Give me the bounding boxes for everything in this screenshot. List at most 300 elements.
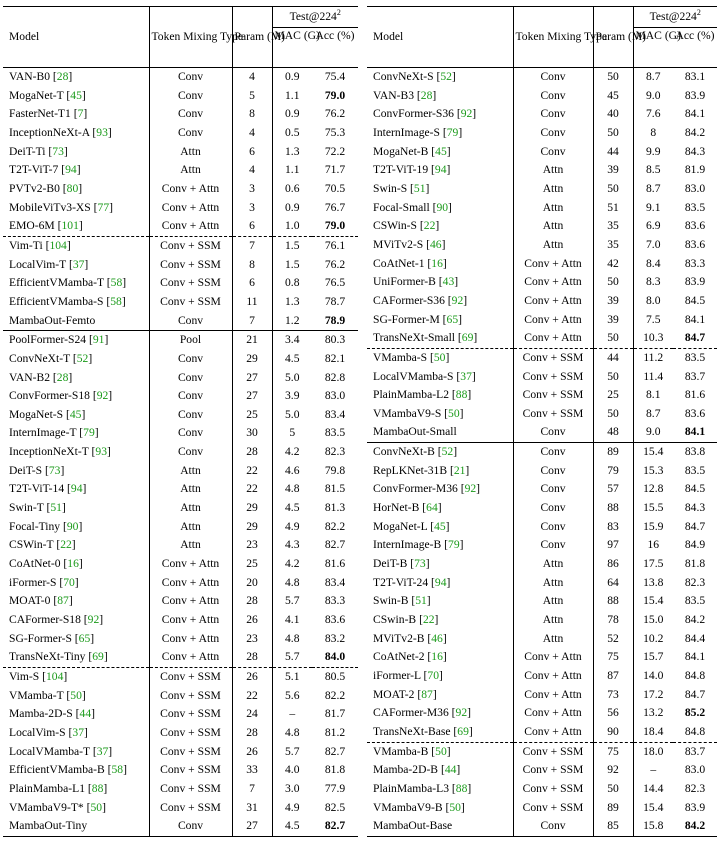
mac-cell: 4.8 <box>285 575 300 589</box>
model-name-cell <box>367 480 513 499</box>
table-row <box>367 329 717 348</box>
mac-cell: 10.3 <box>643 331 664 345</box>
model-name: MViTv2-B <box>373 631 425 645</box>
param-cell: 75 <box>593 742 633 761</box>
acc-value: 82.2 <box>324 688 346 702</box>
model-name-cell <box>367 742 513 761</box>
param-cell: 26 <box>232 611 272 630</box>
citation-ref: 51 <box>413 181 426 195</box>
table-row <box>367 704 717 723</box>
acc-value: 80.3 <box>324 333 346 347</box>
table-row <box>3 705 358 724</box>
token-mixing-cell: Conv <box>513 68 593 87</box>
model-name-cell <box>367 648 513 667</box>
citation: [79] <box>439 125 463 139</box>
model-name-cell <box>367 499 513 518</box>
citation: [44] <box>72 707 95 721</box>
citation-ref: 93 <box>95 445 107 459</box>
citation: [69] <box>455 331 478 345</box>
citation: [16] <box>424 650 447 664</box>
table-row <box>3 105 358 124</box>
acc-value: 78.7 <box>324 294 346 308</box>
mac-cell: 4.9 <box>285 519 300 533</box>
table-row <box>3 350 358 369</box>
mac-cell: 11.4 <box>643 369 664 383</box>
model-name: VAN-B0 <box>9 70 51 83</box>
mac-cell: 8.4 <box>646 256 661 270</box>
token-mixing-cell: Conv <box>513 105 593 124</box>
table-row <box>367 799 717 818</box>
citation: [73] <box>407 557 430 571</box>
model-name-cell <box>367 105 513 124</box>
model-name-cell <box>3 217 149 236</box>
table-row <box>3 312 358 331</box>
citation: [50] <box>442 800 465 814</box>
param-cell: 23 <box>232 536 272 555</box>
mac-cell: 15.4 <box>633 443 673 462</box>
acc-cell <box>312 761 358 780</box>
token-mixing-cell: Attn <box>149 462 232 481</box>
token-mixing-cell: Conv <box>149 312 232 331</box>
token-mixing-cell: Pool <box>149 331 232 350</box>
model-name: EfficientVMamba-S <box>9 294 104 308</box>
acc-cell <box>673 368 717 387</box>
mac-cell: 17.5 <box>643 557 664 571</box>
model-name: MambaOut-Tiny <box>9 819 88 833</box>
citation: [51] <box>407 181 430 195</box>
param-cell: 27 <box>232 817 272 836</box>
token-mixing-cell: Conv <box>149 817 232 836</box>
acc-cell <box>673 329 717 348</box>
acc-value: 76.1 <box>324 238 346 252</box>
token-mixing-cell: Conv + SSM <box>149 256 232 275</box>
citation-ref: 21 <box>453 463 466 477</box>
param-cell: 57 <box>593 480 633 499</box>
acc-value: 84.3 <box>684 501 706 515</box>
mac-cell: 1.1 <box>285 88 300 102</box>
acc-cell <box>673 236 717 255</box>
acc-value: 84.1 <box>684 425 706 439</box>
model-name: DeiT-B <box>373 557 408 571</box>
model-name: T2T-ViT-7 <box>9 163 59 177</box>
model-name: MViTv2-S <box>373 237 424 251</box>
model-name-cell <box>3 143 149 162</box>
acc-cell <box>312 743 358 762</box>
token-mixing-cell: Conv <box>149 369 232 388</box>
acc-cell <box>673 462 717 481</box>
model-name: T2T-ViT-14 <box>9 482 65 496</box>
model-name-cell <box>3 462 149 481</box>
model-name-cell <box>3 256 149 275</box>
table-row <box>367 273 717 292</box>
acc-value: 83.2 <box>324 631 346 645</box>
table-row <box>367 611 717 630</box>
model-name: SG-Former-S <box>9 631 72 645</box>
model-name: iFormer-L <box>373 669 421 682</box>
model-name-cell <box>3 350 149 369</box>
mac-cell: 15.5 <box>643 501 664 515</box>
acc-cell <box>673 817 717 836</box>
param-cell: 4 <box>232 124 272 143</box>
token-mixing-cell: Conv + SSM <box>513 368 593 387</box>
acc-cell <box>312 611 358 630</box>
acc-value: 81.7 <box>324 707 346 721</box>
param-cell: 28 <box>232 443 272 462</box>
acc-cell <box>673 574 717 593</box>
acc-cell <box>312 274 358 293</box>
param-cell: 24 <box>232 705 272 724</box>
citation-ref: 73 <box>52 144 64 158</box>
right-results-table <box>367 6 717 837</box>
token-mixing-cell: Conv <box>149 87 232 106</box>
acc-value: 84.8 <box>684 724 706 738</box>
table-row <box>367 423 717 442</box>
model-name-cell <box>3 687 149 706</box>
acc-cell <box>312 536 358 555</box>
token-mixing-cell: Conv + SSM <box>513 780 593 799</box>
token-mixing-cell: Conv + SSM <box>513 348 593 367</box>
mac-cell: 0.9 <box>285 200 300 214</box>
model-name: PVTv2-B0 <box>9 181 60 195</box>
citation: [69] <box>450 724 473 738</box>
citation-ref: 79 <box>83 426 95 440</box>
acc-value: 83.9 <box>684 275 706 289</box>
param-cell: 85 <box>593 817 633 836</box>
token-mixing-cell: Conv <box>513 443 593 462</box>
citation-ref: 22 <box>422 613 435 627</box>
model-name-cell <box>3 387 149 406</box>
acc-header: Acc (%) <box>675 29 715 42</box>
acc-value: 81.6 <box>324 557 346 571</box>
citation: [16] <box>424 256 447 270</box>
acc-cell <box>673 780 717 799</box>
table-row <box>367 255 717 274</box>
table-row <box>3 480 358 499</box>
acc-cell <box>673 143 717 162</box>
mac-cell: 8.7 <box>646 181 661 195</box>
acc-cell <box>673 161 717 180</box>
token-mixing-cell: Conv + SSM <box>149 799 232 818</box>
acc-cell <box>312 105 358 124</box>
acc-cell <box>673 499 717 518</box>
param-cell: 20 <box>232 574 272 593</box>
mac-cell: 7.0 <box>646 237 661 251</box>
acc-cell <box>312 369 358 388</box>
table-row <box>367 68 717 87</box>
token-mixing-cell: Conv + Attn <box>513 329 593 348</box>
token-mixing-cell: Conv <box>513 518 593 537</box>
citation: [88] <box>85 781 108 795</box>
model-name-cell <box>3 724 149 743</box>
model-name-cell <box>3 480 149 499</box>
token-mixing-cell: Attn <box>513 592 593 611</box>
token-mixing-cell: Conv + Attn <box>513 723 593 742</box>
param-cell: 50 <box>593 780 633 799</box>
acc-cell <box>312 648 358 667</box>
model-name: ConvNeXt-T <box>9 351 70 365</box>
model-name: EfficientVMamba-B <box>9 763 105 777</box>
model-name-cell <box>3 87 149 106</box>
citation-ref: 46 <box>429 237 442 251</box>
acc-cell <box>312 705 358 724</box>
citation-ref: 73 <box>414 557 426 571</box>
model-name: InternImage-B <box>373 538 442 552</box>
mac-cell: 18.4 <box>643 724 664 738</box>
acc-value: 82.2 <box>324 519 346 533</box>
model-name: MogaNet-B <box>373 144 429 158</box>
model-name: PlainMamba-L2 <box>373 388 449 402</box>
citation: [22] <box>53 538 76 552</box>
acc-cell <box>673 555 717 574</box>
model-name-cell <box>3 199 149 218</box>
acc-cell <box>312 87 358 106</box>
acc-value: 83.6 <box>324 613 346 627</box>
citation-ref: 69 <box>457 724 469 738</box>
citation: [88] <box>449 388 472 402</box>
table-row <box>367 536 717 555</box>
mac-cell: 4.0 <box>285 763 300 777</box>
token-mixing-cell: Conv <box>513 817 593 836</box>
acc-cell <box>673 518 717 537</box>
model-name: iFormer-S <box>9 575 57 589</box>
citation-ref: 92 <box>96 389 109 403</box>
citation: [16] <box>60 557 83 571</box>
citation: [92] <box>453 107 477 121</box>
model-name-cell <box>367 574 513 593</box>
token-mixing-cell: Conv + Attn <box>513 704 593 723</box>
param-cell: 11 <box>232 293 272 312</box>
model-name: CSWin-S <box>373 219 417 233</box>
acc-value: 83.4 <box>324 575 346 589</box>
acc-value: 83.5 <box>684 463 706 477</box>
mac-cell: 3.9 <box>285 389 300 403</box>
table-row <box>3 555 358 574</box>
token-mixing-cell: Conv + Attn <box>149 555 232 574</box>
citation: [50] <box>428 744 451 758</box>
param-cell: 50 <box>593 124 633 143</box>
mac-cell: 0.6 <box>285 181 300 195</box>
citation-ref: 45 <box>434 519 446 533</box>
token-mixing-cell: Attn <box>513 180 593 199</box>
model-name: MOAT-0 <box>9 594 51 608</box>
mac-cell: 4.5 <box>272 817 312 836</box>
model-name: DeiT-S <box>9 463 43 477</box>
table-row <box>3 799 358 818</box>
param-cell: 52 <box>593 630 633 649</box>
citation: [73] <box>45 144 68 158</box>
citation-ref: 92 <box>460 107 473 121</box>
mac-cell: 5.7 <box>285 594 300 608</box>
token-mixing-cell: Conv <box>513 124 593 143</box>
acc-cell <box>312 724 358 743</box>
acc-cell <box>312 424 358 443</box>
token-mixing-cell: Conv + Attn <box>149 648 232 667</box>
citation: [69] <box>85 650 108 664</box>
param-cell: 44 <box>593 143 633 162</box>
token-mixing-cell: Conv <box>513 480 593 499</box>
param-cell: 25 <box>593 386 633 405</box>
model-name: EMO-6M <box>9 219 55 233</box>
token-mixing-cell: Conv + Attn <box>513 255 593 274</box>
model-name-cell <box>367 386 513 405</box>
table-row <box>367 87 717 106</box>
model-name: Mamba-2D-B <box>373 763 439 777</box>
acc-value: 81.5 <box>324 482 346 496</box>
model-name: InceptionNeXt-T <box>9 445 89 459</box>
citation: [65] <box>439 312 462 326</box>
param-cell: 28 <box>232 648 272 667</box>
model-name: TransNeXt-Small <box>373 331 456 345</box>
acc-value: 83.6 <box>684 237 706 251</box>
token-mixing-cell: Conv + SSM <box>513 405 593 424</box>
citation-ref: 52 <box>440 70 452 83</box>
model-name: Vim-S <box>9 670 40 683</box>
table-row <box>3 424 358 443</box>
token-mixing-cell: Conv + SSM <box>149 780 232 799</box>
acc-value: 83.3 <box>324 594 346 608</box>
mac-cell: 0.9 <box>285 107 300 121</box>
model-name-cell <box>367 686 513 705</box>
model-name: VMamba-S <box>373 350 428 364</box>
table-row <box>367 161 717 180</box>
param-cell: 3 <box>232 180 272 199</box>
acc-value: 83.8 <box>684 445 706 459</box>
table-row <box>367 723 717 742</box>
model-name: TransNeXt-Tiny <box>9 650 86 664</box>
table-row <box>3 369 358 388</box>
mac-cell: 13.8 <box>643 575 664 589</box>
model-name: MogaNet-L <box>373 519 428 533</box>
table-row <box>367 480 717 499</box>
param-cell: 73 <box>593 686 633 705</box>
acc-value: 83.4 <box>324 407 346 421</box>
mac-cell: 11.2 <box>633 348 673 367</box>
model-name: LocalVim-S <box>9 725 66 739</box>
model-name-cell <box>3 780 149 799</box>
table-row <box>3 443 358 462</box>
model-name-cell <box>3 293 149 312</box>
table-row <box>367 368 717 387</box>
token-mixing-cell: Conv <box>149 443 232 462</box>
model-name: ConvNeXt-B <box>373 445 435 459</box>
citation: [77] <box>90 200 113 214</box>
acc-cell <box>312 799 358 818</box>
model-name-cell <box>3 161 149 180</box>
table-row <box>3 611 358 630</box>
token-mixing-cell: Conv + Attn <box>149 199 232 218</box>
token-mixing-cell: Conv <box>513 87 593 106</box>
token-mixing-cell: Conv + Attn <box>149 592 232 611</box>
model-name: MambaOut-Base <box>373 819 453 833</box>
token-mixing-cell: Attn <box>149 518 232 537</box>
model-name: VMambaV9-T* <box>9 800 84 814</box>
token-mixing-cell: Attn <box>513 217 593 236</box>
citation-ref: 93 <box>96 125 108 139</box>
citation-ref: 64 <box>426 501 438 515</box>
acc-cell <box>673 292 717 311</box>
param-cell: 90 <box>593 723 633 742</box>
citation-ref: 37 <box>72 257 85 271</box>
model-name: Focal-Small <box>373 200 430 214</box>
model-name-cell <box>3 743 149 762</box>
acc-value: 84.7 <box>684 519 706 533</box>
acc-value: 76.2 <box>324 107 346 121</box>
model-name: T2T-ViT-24 <box>373 575 429 589</box>
param-cell: 45 <box>593 87 633 106</box>
model-name: Vim-Ti <box>9 238 43 252</box>
mac-cell: 3.4 <box>272 331 312 350</box>
param-cell: 83 <box>593 518 633 537</box>
model-name-cell <box>367 405 513 424</box>
mac-cell: – <box>289 707 296 721</box>
acc-value: 81.3 <box>324 501 346 515</box>
citation: [80] <box>59 181 83 195</box>
table-row <box>3 536 358 555</box>
param-cell: 78 <box>593 611 633 630</box>
mac-cell: 12.8 <box>643 482 664 496</box>
citation-ref: 70 <box>63 575 75 589</box>
model-name: MOAT-2 <box>373 687 415 701</box>
token-mixing-cell: Conv + SSM <box>149 274 232 293</box>
citation-ref: 37 <box>460 369 472 383</box>
model-name: VMambaV9-S <box>373 406 442 420</box>
token-mixing-cell: Conv <box>513 462 593 481</box>
acc-cell <box>312 387 358 406</box>
model-name-cell <box>367 87 513 106</box>
acc-cell <box>312 236 358 255</box>
table-row <box>3 780 358 799</box>
citation-ref: 45 <box>69 407 82 421</box>
citation-ref: 88 <box>455 781 468 795</box>
citation: [104] <box>42 238 71 252</box>
param-cell: 5 <box>232 87 272 106</box>
token-mixing-cell: Conv + SSM <box>149 761 232 780</box>
model-name-cell <box>3 274 149 293</box>
param-cell: 22 <box>232 687 272 706</box>
acc-cell <box>312 199 358 218</box>
param-cell: 64 <box>593 574 633 593</box>
mac-cell: 13.2 <box>643 706 664 720</box>
param-cell: 50 <box>593 405 633 424</box>
model-name-cell <box>367 161 513 180</box>
token-mixing-cell: Conv + Attn <box>149 611 232 630</box>
model-name-cell <box>3 630 149 649</box>
model-name: MambaOut-Small <box>373 425 457 439</box>
model-name: DeiT-Ti <box>9 144 46 158</box>
model-name: LocalVMamba-T <box>9 744 90 758</box>
acc-value: 82.3 <box>324 445 346 459</box>
citation: [45] <box>63 88 86 102</box>
mac-cell: 1.5 <box>285 257 300 271</box>
acc-cell <box>312 555 358 574</box>
citation: [94] <box>58 163 81 177</box>
table-row <box>3 724 358 743</box>
table-row <box>367 817 717 836</box>
acc-cell <box>673 180 717 199</box>
acc-value: 77.9 <box>324 781 346 795</box>
acc-cell <box>312 217 358 236</box>
model-name: InternImage-S <box>373 125 440 139</box>
param-cell: 39 <box>593 311 633 330</box>
mac-cell: 5 <box>289 426 296 440</box>
acc-cell <box>312 180 358 199</box>
acc-value: 81.9 <box>684 163 706 177</box>
citation: [21] <box>447 463 470 477</box>
token-mixing-cell: Conv + SSM <box>149 293 232 312</box>
model-name-cell <box>3 611 149 630</box>
citation-ref: 58 <box>110 276 123 290</box>
param-cell: 87 <box>593 667 633 686</box>
